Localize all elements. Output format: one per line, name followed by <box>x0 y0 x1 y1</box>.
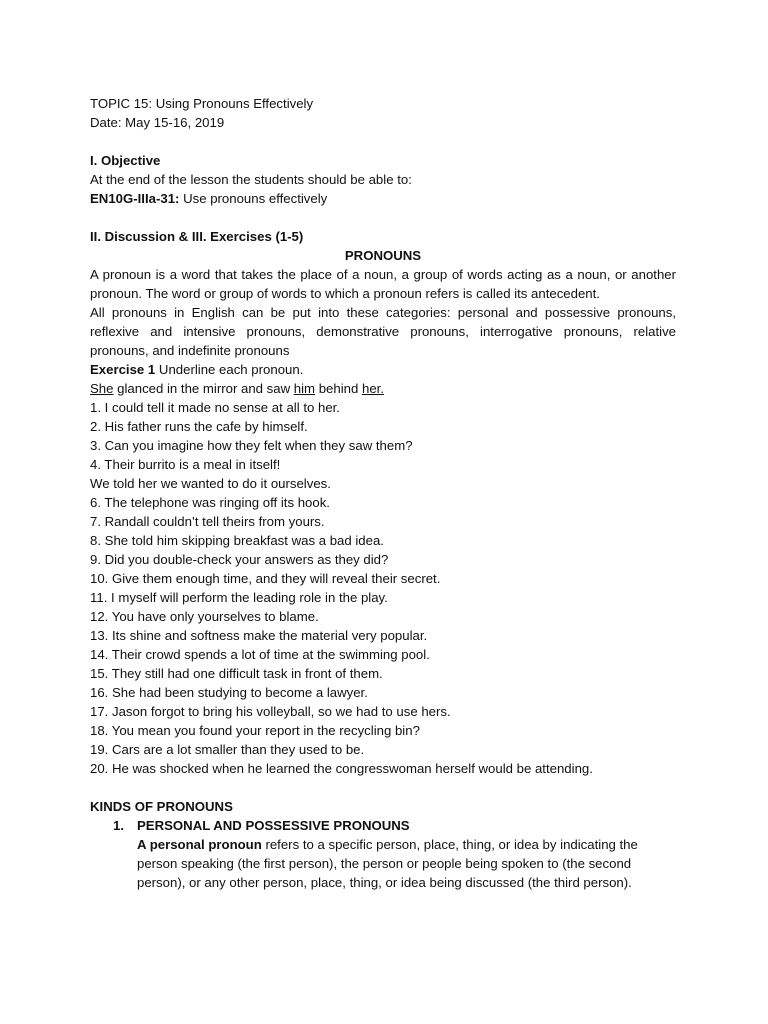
exercise-items <box>90 398 676 778</box>
kinds-heading: KINDS OF PRONOUNS <box>90 799 233 814</box>
exercise-item: 4. Their burrito is a meal in itself! <box>90 457 281 472</box>
exercise-1-heading <box>90 360 676 379</box>
pronoun-definition: A pronoun is a word that takes the place of a noun, a group of words acting as a noun, or another pronoun. The word or group of words to which a pronoun refers is called its antecedent. <box>90 267 676 301</box>
exercise-example <box>90 379 676 398</box>
exercise-item: 2. His father runs the cafe by himself. <box>90 419 308 434</box>
exercise-item: 20. He was shocked when he learned the congresswoman herself would be attending. <box>90 761 593 776</box>
underlined-pronoun: him <box>293 381 316 396</box>
personal-possessive-heading: PERSONAL AND POSSESSIVE PRONOUNS <box>137 818 410 833</box>
kinds-list-item <box>90 816 676 892</box>
definition-text: refers to a specific person, place, thing, or idea by indicating the person speaking (the first person), the person or people being spoken to (the second person), or any other person, place, thing, or idea being discussed (the third person). <box>137 837 638 890</box>
underlined-pronoun: her. <box>361 381 384 396</box>
exercise-item: 17. Jason forgot to bring his volleyball, so we had to use hers. <box>90 704 451 719</box>
exercise-item: 13. Its shine and softness make the material very popular. <box>90 628 428 643</box>
exercise-item: 12. You have only yourselves to blame. <box>90 609 319 624</box>
exercise-item: 15. They still had one difficult task in front of them. <box>90 666 383 681</box>
spacer <box>90 778 676 797</box>
exercise-item: 14. Their crowd spends a lot of time at the swimming pool. <box>90 647 430 662</box>
pronouns-title: PRONOUNS <box>344 248 422 263</box>
objective-competency <box>90 189 676 208</box>
example-text: behind <box>315 381 362 396</box>
exercise-item: 18. You mean you found your report in the recycling bin? <box>90 723 420 738</box>
personal-pronoun-definition <box>137 835 676 892</box>
objective-heading: I. Objective <box>90 153 161 168</box>
underlined-pronoun: She <box>90 381 114 396</box>
discussion-heading: II. Discussion & III. Exercises (1-5) <box>90 229 304 244</box>
exercise-item: We told her we wanted to do it ourselves. <box>90 476 331 491</box>
topic-title: TOPIC 15: Using Pronouns Effectively <box>90 96 314 111</box>
competency-code: EN10G-IIIa-31: <box>90 191 180 206</box>
exercise-item: 8. She told him skipping breakfast was a bad idea. <box>90 533 384 548</box>
document-page <box>90 94 676 892</box>
exercise-item: 7. Randall couldn’t tell theirs from yours. <box>90 514 325 529</box>
objective-intro: At the end of the lesson the students should be able to: <box>90 172 412 187</box>
exercise-item: 6. The telephone was ringing off its hook. <box>90 495 330 510</box>
competency-text: Use pronouns effectively <box>179 191 328 206</box>
pronoun-categories: All pronouns in English can be put into these categories: personal and possessive pronouns, reflexive and intensive pronouns, demonstrative pronouns, interrogative pronouns, relative pronouns, and indefinite pronouns <box>90 305 676 358</box>
list-number: 1. <box>113 818 124 833</box>
exercise-item: 9. Did you double-check your answers as they did? <box>90 552 389 567</box>
exercise-item: 19. Cars are a lot smaller than they used to be. <box>90 742 365 757</box>
exercise-item: 10. Give them enough time, and they will reveal their secret. <box>90 571 441 586</box>
exercise-item: 3. Can you imagine how they felt when they saw them? <box>90 438 413 453</box>
exercise-instruction: Underline each pronoun. <box>155 362 304 377</box>
exercise-item: 1. I could tell it made no sense at all to her. <box>90 400 340 415</box>
exercise-item: 11. I myself will perform the leading role in the play. <box>90 590 388 605</box>
example-text: glanced in the mirror and saw <box>113 381 294 396</box>
spacer <box>90 208 676 227</box>
spacer <box>90 132 676 151</box>
lesson-date: Date: May 15-16, 2019 <box>90 115 225 130</box>
exercise-label: Exercise 1 <box>90 362 156 377</box>
definition-term: A personal pronoun <box>137 837 262 852</box>
exercise-item: 16. She had been studying to become a lawyer. <box>90 685 368 700</box>
